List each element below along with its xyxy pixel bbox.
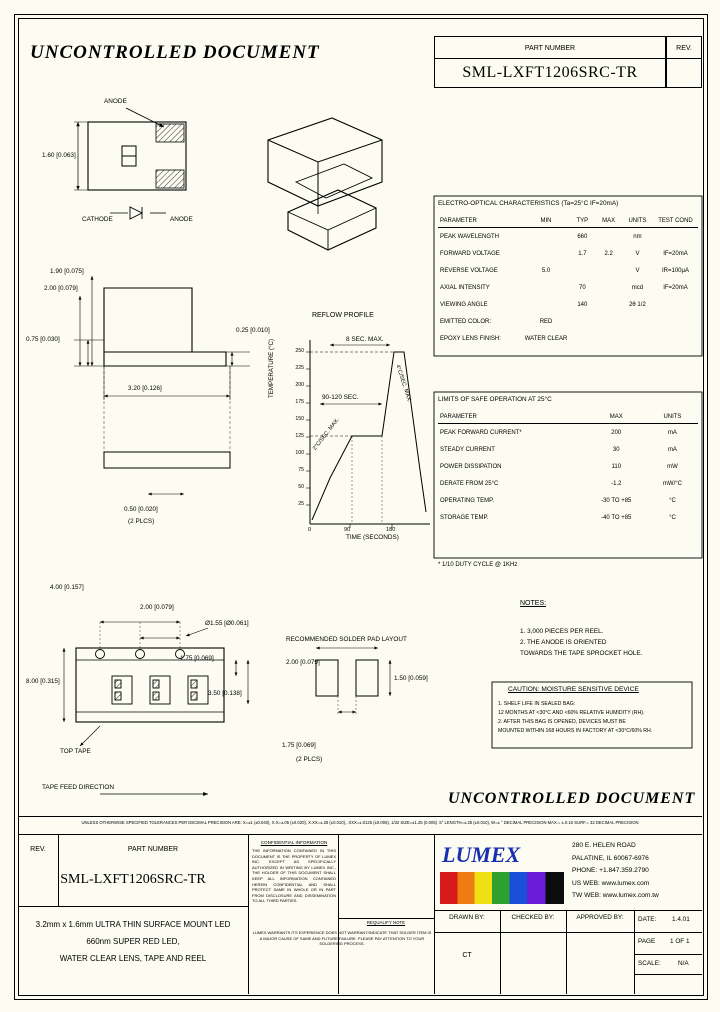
limits-table [438, 410, 698, 526]
bottom-rev-label: REV. [30, 846, 46, 853]
table-cell: mW [667, 463, 678, 470]
table-row [438, 313, 698, 330]
table-header-row [438, 214, 698, 228]
reflow-ytick: 50 [298, 484, 304, 490]
tolerance-note: UNLESS OTHERWISE SPECIFIED TOLERANCES PER DECIMAL PRECISION ARE: X=±1 (±0.040), X.X=±.05 (±0.020), X.XX=±.25 (±0.010), .XXX=±.0125 (±0.005), 1/32 SIZE=±1.25 (0.005) .5° LENGTH=±.25 (±0.010), W=± ° DECIMAL PRECISION MAX.= ±.0.10 SURF.= 32 DECIMAL PRECISION [81, 820, 639, 825]
scale-label: SCALE: [638, 960, 661, 967]
lumex-wordmark: LUMEX [442, 842, 521, 867]
watermark-top: UNCONTROLLED DOCUMENT [30, 42, 320, 63]
table-cell [523, 279, 570, 296]
table-cell: -1.2 [611, 480, 622, 487]
bottom-partnumber-value: SML-LXFT1206SRC-TR [60, 872, 206, 887]
table-cell [523, 245, 570, 262]
sideview-dim-6: 0.50 [0.020] [124, 506, 158, 513]
reflow-ytick: 250 [295, 348, 304, 354]
table-cell [523, 228, 570, 246]
table-header: TYP [569, 214, 595, 228]
table-header-row [438, 410, 698, 424]
tape-dim-5: 3.50 [0.138] [208, 690, 242, 697]
description-line: 3.2mm x 1.6mm ULTRA THIN SURFACE MOUNT LED [35, 920, 231, 929]
anode-symbol-label: ANODE [170, 216, 193, 223]
tape-feed-label: TAPE FEED DIRECTION [42, 784, 114, 791]
table-cell: IF=20mA [663, 250, 688, 257]
table-cell [653, 296, 698, 313]
table-header: MAX [586, 410, 647, 424]
table-row [438, 228, 698, 246]
table-cell: 660 [577, 233, 588, 240]
table-cell [653, 228, 698, 246]
table-row [438, 424, 698, 442]
table-cell: OPERATING TEMP. [440, 497, 495, 504]
rev-label: REV. [676, 45, 692, 52]
date-value: 1.4.01 [672, 916, 690, 923]
reflow-ytick: 125 [295, 433, 304, 439]
table-cell: °C [669, 497, 676, 504]
bottom-block-h1 [18, 906, 248, 907]
solderpad-dim-2: 1.50 [0.059] [394, 675, 428, 682]
table-cell [569, 313, 595, 330]
table-header: MIN [523, 214, 570, 228]
bottom-block-top [18, 834, 702, 835]
tape-dim-4: 1.75 [0.069] [180, 655, 214, 662]
table-cell: 110 [611, 463, 622, 470]
solderpad-dim-3: 1.75 [0.069] [282, 742, 316, 749]
table-cell: EPOXY LENS FINISH: [440, 335, 501, 342]
bottom-partnumber-label: PART NUMBER [127, 846, 179, 853]
caution-line: 12 MONTHS AT <30°C AND <60% RELATIVE HUMIDITY (RH). [498, 710, 645, 716]
table-cell [595, 313, 622, 330]
solderpad-dim-4: (2 PLCS) [296, 756, 323, 763]
sideview-dim-4: 0.25 [0.010] [236, 327, 270, 334]
table-row [438, 509, 698, 526]
table-cell: RED [539, 318, 553, 325]
reflow-note-mid: 90-120 SEC. [322, 394, 359, 401]
reflow-ytick: 200 [295, 382, 304, 388]
table-cell: PEAK WAVELENGTH [440, 233, 500, 240]
tape-dim-2: 2.00 [0.079] [140, 604, 174, 611]
disclaimer-text: LUMEX WARRANTS ITS EXPERIENCE DOES NOT WARRANT/INDICATE THAT SOLDER ITEM IS A MAJOR CAUSE OF SAME AND FUTURE FAILURE. PLEASE PAY ATTENTION TO YOUR SOLDERING PROCESS. [252, 930, 432, 947]
table-cell: V [635, 267, 640, 274]
table-cell: 200 [611, 429, 622, 436]
note-item: TOWARDS THE TAPE SPROCKET HOLE. [520, 650, 643, 657]
reflow-note-cool: 4°C/SEC. MAX. [394, 364, 413, 404]
address-line: PHONE: +1.847.359.2790 [572, 867, 649, 875]
reflow-ylabel: TEMPERATURE (°C) [268, 338, 275, 398]
table-cell: EMITTED COLOR: [440, 318, 492, 325]
approved-by-label: APPROVED BY: [576, 914, 624, 921]
table-cell: mcd [631, 284, 644, 291]
table-row [438, 492, 698, 509]
table-cell: mA [667, 446, 677, 453]
table-header: PARAMETER [438, 214, 523, 228]
table-cell: REVERSE VOLTAGE [440, 267, 498, 274]
note-item: 1. 3,000 PIECES PER REEL. [520, 628, 604, 635]
confidential-text: THE INFORMATION CONTAINED IN THIS DOCUMENT IS THE PROPERTY OF LUMEX INC. EXCEPT AS SPECIFICALLY AUTHORIZED IN WRITING BY LUMEX INC., THE HOLDER OF THIS DOCUMENT SHALL KEEP ALL INFORMATION CONTAINED HEREIN CONFIDENTIAL AND SHALL PROTECT SAME IN WHOLE OR IN PART FROM DISCLOSURE AND DISSEMINATION TO ALL THIRD PARTIES. [252, 848, 336, 904]
table-cell: STORAGE TEMP. [440, 514, 489, 521]
bottom-description [18, 916, 248, 967]
checked-by-label: CHECKED BY: [511, 914, 555, 921]
reflow-xtick: 180 [386, 527, 396, 533]
table-cell: POWER DISSIPATION [440, 463, 502, 470]
reflow-ytick: 25 [298, 501, 304, 507]
table-cell: 1.7 [578, 250, 587, 257]
bottom-block-v5 [500, 910, 501, 994]
scale-value: N/A [678, 960, 689, 967]
sideview-dim-1: 1.90 [0.075] [50, 268, 84, 275]
drawn-by-label: DRAWN BY: [449, 914, 485, 921]
sideview-dim-3: 0.75 [0.030] [26, 336, 60, 343]
company-address [572, 840, 659, 903]
table-cell: -30 TO +85 [601, 497, 632, 504]
caution-title: CAUTION: MOISTURE SENSITIVE DEVICE [508, 686, 639, 693]
table-cell: IR=100μA [661, 267, 689, 274]
limits-table-title: LIMITS OF SAFE OPERATION AT 25°C [438, 396, 552, 403]
table-row [438, 330, 698, 347]
table-header: UNITS [622, 214, 653, 228]
address-line: TW WEB: www.lumex.com.tw [572, 892, 659, 900]
bottom-block-h2 [434, 910, 702, 911]
bottom-block-v6 [338, 834, 339, 994]
watermark-bottom: UNCONTROLLED DOCUMENT [448, 790, 696, 807]
reflow-note-top: 8 SEC. MAX. [346, 336, 384, 343]
caution-list [498, 700, 652, 736]
reflow-ytick: 100 [295, 450, 304, 456]
table-cell: mW/°C [662, 480, 682, 487]
note-item: 2. THE ANODE IS ORIENTED [520, 639, 607, 646]
table-cell: 5.0 [541, 267, 551, 274]
table-cell: V [635, 250, 640, 257]
table-row [438, 441, 698, 458]
notes-title: NOTES: [520, 600, 547, 607]
table-cell [523, 296, 570, 313]
page-value: 1 OF 1 [670, 938, 690, 945]
table-row [438, 279, 698, 296]
table-cell: °C [669, 514, 676, 521]
page-label: PAGE [638, 938, 656, 945]
table-cell: 2θ 1/2 [629, 301, 646, 308]
limits-footnote: * 1/10 DUTY CYCLE @ 1KHz [438, 562, 518, 568]
reflow-ytick: 175 [295, 399, 304, 405]
tape-dim-1: 4.00 [0.157] [50, 584, 84, 591]
reflow-xtick: 0 [308, 527, 312, 533]
table-row [438, 262, 698, 279]
eo-table-title: ELECTRO-OPTICAL CHARACTERISTICS (Ta=25°C IF=20mA) [438, 200, 619, 207]
lumex-color-bar [440, 872, 564, 904]
eo-table [438, 214, 698, 347]
sideview-dim-2: 2.00 [0.079] [44, 285, 78, 292]
bottom-block-h3 [434, 932, 702, 933]
confidential-title: CONFIDENTIAL INFORMATION [260, 840, 328, 845]
caution-line: 2. AFTER THIS BAG IS OPENED, DEVICES MUST BE [498, 719, 626, 725]
table-cell [569, 262, 595, 279]
table-cell: mA [667, 429, 677, 436]
caution-line: 1. SHELF LIFE IN SEALED BAG: [498, 701, 576, 707]
table-row [438, 458, 698, 475]
notes-list [520, 626, 642, 659]
table-cell: 2.2 [604, 250, 613, 257]
table-cell: AXIAL INTENSITY [440, 284, 490, 291]
table-cell [653, 330, 698, 347]
table-cell: 70 [579, 284, 586, 291]
bottom-block-h6 [338, 918, 434, 919]
tape-dim-3: Ø1.55 [Ø0.061] [205, 620, 249, 627]
bottom-block-h4 [634, 954, 702, 955]
table-header: TEST COND [653, 214, 698, 228]
reflow-ytick: 225 [295, 365, 304, 371]
description-line: WATER CLEAR LENS, TAPE AND REEL [59, 954, 207, 963]
address-line: 280 E. HELEN ROAD [572, 842, 636, 849]
table-cell [653, 313, 698, 330]
reflow-xlabel: TIME (SECONDS) [346, 534, 399, 541]
table-cell: IF=20mA [663, 284, 688, 291]
table-cell [569, 330, 595, 347]
solderpad-dim-1: 2.00 [0.079] [286, 659, 320, 666]
table-cell: nm [633, 233, 642, 240]
table-cell [595, 330, 622, 347]
address-line: PALATINE, IL 60067-6976 [572, 854, 649, 862]
date-label: DATE: [638, 916, 657, 923]
table-cell [595, 228, 622, 246]
lumex-logo [440, 842, 562, 870]
table-cell [622, 330, 653, 347]
table-cell: 140 [577, 301, 588, 308]
table-header: PARAMETER [438, 410, 586, 424]
part-number-value: SML-LXFT1206SRC-TR [462, 64, 638, 81]
topview-height-dim: 1.60 [0.063] [42, 152, 76, 159]
table-header: MAX [595, 214, 622, 228]
reflow-ytick: 75 [298, 467, 304, 473]
drawn-by-value: CT [462, 952, 472, 959]
table-cell: VIEWING ANGLE [440, 301, 488, 308]
table-cell: WATER CLEAR [524, 335, 568, 342]
table-cell: STEADY CURRENT [440, 446, 495, 453]
part-number-label: PART NUMBER [524, 45, 576, 52]
solderpad-title: RECOMMENDED SOLDER PAD LAYOUT [286, 636, 407, 643]
table-cell: FORWARD VOLTAGE [440, 250, 500, 257]
table-row [438, 245, 698, 262]
table-header: UNITS [647, 410, 698, 424]
address-line: US WEB: www.lumex.com [572, 879, 650, 887]
table-row [438, 475, 698, 492]
bottom-block-v3 [566, 910, 567, 994]
bottom-block-v1 [248, 834, 249, 994]
table-cell [622, 313, 653, 330]
sideview-dim-5: 3.20 [0.126] [128, 385, 162, 392]
table-cell [595, 262, 622, 279]
bottom-block-v0 [58, 834, 59, 906]
table-cell: -40 TO +85 [601, 514, 632, 521]
reflow-xtick: 90 [344, 527, 351, 533]
reflow-note-ramp: 2°C/SEC. MAX. [312, 417, 341, 452]
bottom-block-v4 [634, 910, 635, 994]
description-line: 660nm SUPER RED LED, [86, 937, 180, 946]
sideview-dim-6b: (2 PLCS) [128, 518, 155, 525]
table-cell [595, 296, 622, 313]
cathode-label: CATHODE [82, 216, 113, 223]
table-cell [595, 279, 622, 296]
table-cell: DERATE FROM 25°C [440, 480, 499, 487]
disclaimer-title: REQUALIFY NOTE [366, 920, 406, 925]
reflow-title: REFLOW PROFILE [312, 312, 374, 319]
tolerance-divider [18, 816, 702, 817]
top-tape-label: TOP TAPE [60, 748, 91, 755]
reflow-ytick: 150 [295, 416, 304, 422]
table-cell: 30 [612, 446, 620, 453]
table-row [438, 296, 698, 313]
table-cell: PEAK FORWARD CURRENT* [440, 429, 522, 436]
tape-dim-6: 8.00 [0.315] [26, 678, 60, 685]
anode-label: ANODE [104, 98, 127, 105]
caution-line: MOUNTED WITHIN 168 HOURS IN FACTORY AT <30°C/60% RH. [498, 728, 653, 734]
bottom-block-h5 [634, 974, 702, 975]
